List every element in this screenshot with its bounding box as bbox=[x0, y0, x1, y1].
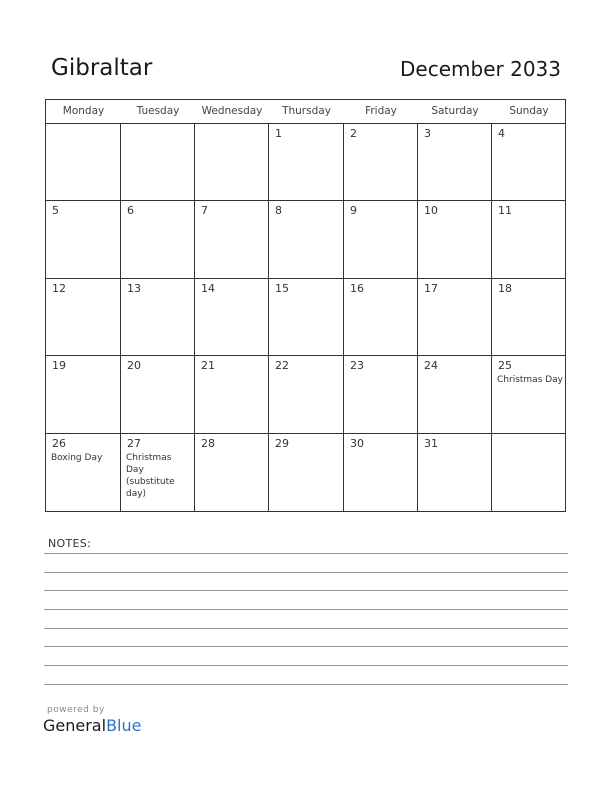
day-cell bbox=[46, 356, 121, 433]
day-cell bbox=[46, 201, 121, 278]
day-cell bbox=[46, 434, 121, 511]
day-cell bbox=[344, 279, 418, 356]
day-number: 18 bbox=[498, 281, 512, 295]
day-number: 10 bbox=[424, 204, 438, 218]
day-cell bbox=[344, 124, 418, 201]
day-cell bbox=[344, 356, 418, 433]
day-number: 12 bbox=[52, 281, 66, 295]
day-cell bbox=[269, 434, 344, 511]
weekday-wednesday: Wednesday bbox=[201, 105, 263, 117]
day-number: 20 bbox=[127, 359, 141, 373]
day-cell bbox=[418, 434, 492, 511]
day-cell bbox=[46, 124, 121, 201]
day-cell bbox=[418, 124, 492, 201]
day-cell bbox=[418, 201, 492, 278]
day-cell bbox=[269, 356, 344, 433]
brand-blue: Blue bbox=[106, 716, 142, 735]
day-cell bbox=[195, 434, 269, 511]
day-cell bbox=[344, 201, 418, 278]
day-cell bbox=[195, 356, 269, 433]
day-number: 15 bbox=[275, 281, 289, 295]
day-cell bbox=[195, 279, 269, 356]
weekday-friday: Friday bbox=[365, 105, 397, 117]
holiday-label: Christmas Day bbox=[497, 375, 564, 386]
weekday-header-row bbox=[46, 100, 565, 124]
day-number: 8 bbox=[275, 204, 282, 218]
day-cell bbox=[492, 356, 566, 433]
day-number: 9 bbox=[350, 204, 357, 218]
brand-general: General bbox=[43, 716, 107, 735]
weekday-monday: Monday bbox=[62, 105, 105, 117]
notes-line bbox=[44, 572, 568, 573]
day-number: 13 bbox=[127, 281, 141, 295]
day-number: 26 bbox=[52, 436, 66, 450]
notes-line bbox=[44, 609, 568, 610]
day-cell bbox=[46, 279, 121, 356]
day-number: 21 bbox=[201, 359, 215, 373]
day-cell bbox=[492, 279, 566, 356]
country-title: Gibraltar bbox=[51, 55, 153, 81]
day-number: 1 bbox=[275, 127, 282, 140]
day-number: 2 bbox=[350, 127, 357, 140]
weekday-saturday: Saturday bbox=[431, 105, 479, 117]
day-cell bbox=[269, 279, 344, 356]
day-cell bbox=[121, 201, 195, 278]
day-number: 23 bbox=[350, 359, 364, 373]
powered-by-text: powered by bbox=[47, 705, 105, 715]
month-year-title: December 2033 bbox=[400, 57, 561, 81]
day-cell bbox=[195, 201, 269, 278]
day-number: 27 bbox=[127, 436, 141, 450]
day-cell bbox=[492, 201, 566, 278]
day-number: 24 bbox=[424, 359, 438, 373]
day-number: 6 bbox=[127, 204, 134, 218]
day-number: 3 bbox=[424, 127, 431, 140]
day-number: 30 bbox=[350, 436, 364, 450]
notes-label: NOTES: bbox=[48, 537, 92, 550]
day-number: 25 bbox=[498, 359, 512, 373]
day-number: 5 bbox=[52, 204, 59, 218]
day-cell bbox=[492, 434, 566, 511]
day-cell bbox=[269, 124, 344, 201]
day-number: 28 bbox=[201, 436, 215, 450]
day-number: 7 bbox=[201, 204, 208, 218]
weekday-thursday: Thursday bbox=[282, 105, 331, 117]
weekday-sunday: Sunday bbox=[509, 105, 549, 117]
day-cell bbox=[195, 124, 269, 201]
notes-line bbox=[44, 590, 568, 591]
holiday-label: Boxing Day bbox=[51, 452, 103, 463]
notes-line bbox=[44, 646, 568, 647]
day-cell bbox=[121, 124, 195, 201]
day-cell bbox=[418, 279, 492, 356]
day-cell bbox=[269, 201, 344, 278]
holiday-label: Christmas Day (substitute day) bbox=[126, 452, 175, 499]
day-cell bbox=[418, 356, 492, 433]
day-cell bbox=[344, 434, 418, 511]
day-number: 14 bbox=[201, 281, 215, 295]
day-number: 22 bbox=[275, 359, 289, 373]
notes-line bbox=[44, 684, 568, 685]
notes-line bbox=[44, 628, 568, 629]
day-number: 17 bbox=[424, 281, 438, 295]
day-cell bbox=[121, 356, 195, 433]
day-number: 19 bbox=[52, 359, 66, 373]
day-number: 16 bbox=[350, 281, 364, 295]
day-number: 11 bbox=[498, 204, 512, 218]
day-cell bbox=[121, 434, 195, 511]
notes-line bbox=[44, 665, 568, 666]
day-number: 31 bbox=[424, 436, 438, 450]
day-cell bbox=[492, 124, 566, 201]
notes-line bbox=[44, 553, 568, 554]
day-number: 4 bbox=[498, 127, 505, 140]
weekday-tuesday: Tuesday bbox=[136, 105, 180, 117]
calendar-grid bbox=[45, 99, 566, 512]
brand-logo bbox=[43, 716, 141, 735]
day-number: 29 bbox=[275, 436, 289, 450]
day-cell bbox=[121, 279, 195, 356]
